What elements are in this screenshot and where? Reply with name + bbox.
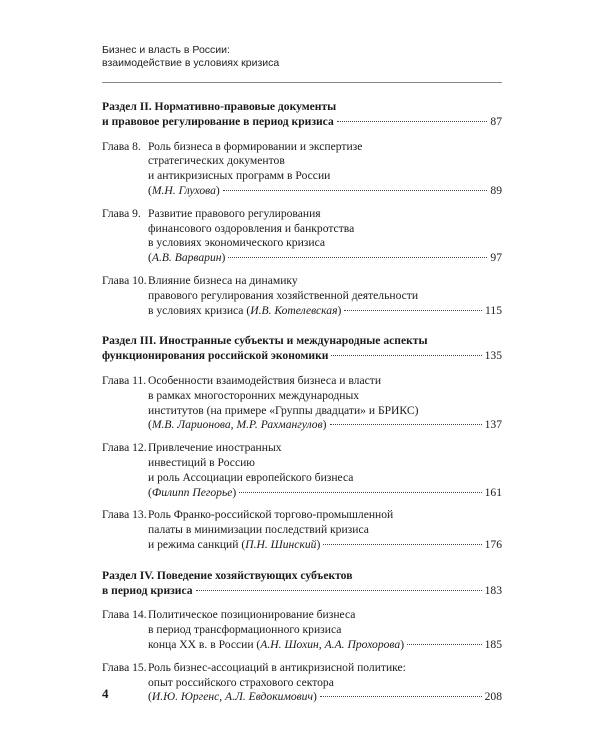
- toc-last-line: [148, 638, 502, 653]
- dot-leader: [330, 424, 482, 425]
- page-ref: 185: [484, 637, 502, 651]
- entry-text-suffix: ): [232, 485, 237, 499]
- chapter-title-line: правового регулирования хозяйственной деятельности: [148, 288, 419, 302]
- author-name: М.Н. Глухова: [151, 183, 216, 197]
- toc-section: [102, 100, 502, 318]
- dot-leader: [331, 355, 481, 356]
- entry-text-prefix: в условиях кризиса (: [148, 303, 251, 317]
- entry-text-prefix: конца XX в. в России (: [148, 637, 261, 651]
- chapter-body: [148, 661, 502, 705]
- entry-text: [148, 538, 320, 553]
- section-title: [102, 334, 502, 364]
- page-number: 4: [102, 686, 109, 701]
- dot-leader: [407, 644, 482, 645]
- toc-last-line: [148, 184, 502, 199]
- entry-text-prefix: (: [148, 690, 152, 704]
- entry-text: функционирования российской экономики: [102, 349, 329, 363]
- chapter-body: [148, 274, 502, 318]
- chapter-title-line: Политическое позиционирование бизнеса: [148, 608, 356, 622]
- entry-text: [148, 418, 327, 433]
- chapter-number: Глава 8.: [102, 139, 141, 153]
- entry-text: [148, 304, 341, 319]
- dot-leader: [323, 544, 481, 545]
- entry-text-suffix: ): [316, 537, 321, 551]
- section-title-line: Раздел II. Нормативно-правовые документы: [102, 100, 337, 113]
- running-head: [102, 44, 279, 70]
- page-ref: 97: [490, 251, 502, 265]
- toc-last-line: [148, 690, 502, 705]
- chapter-title-line: инвестиций в Россию: [148, 455, 255, 469]
- author-name: Филипп Пегорье: [151, 485, 233, 499]
- chapter-title-line: и антикризисных программ в России: [148, 169, 331, 183]
- toc-last-line: [148, 304, 502, 319]
- dot-leader: [223, 190, 488, 191]
- chapter-number: Глава 9.: [102, 206, 141, 220]
- dot-leader: [344, 310, 482, 311]
- chapter-number: Глава 13.: [102, 508, 147, 522]
- author-name: М.В. Ларионова, М.Р. Рахмангулов: [151, 418, 323, 432]
- chapter-title-line: в период трансформационного кризиса: [148, 623, 342, 637]
- entry-text-suffix: ): [337, 303, 342, 317]
- chapter-body: [148, 374, 502, 433]
- toc-last-line: [148, 538, 502, 553]
- page-ref: 135: [484, 349, 502, 363]
- toc-section: [102, 569, 502, 705]
- chapter-entry: [102, 274, 502, 318]
- entry-text-prefix: (: [148, 251, 152, 265]
- chapter-title-line: палаты в минимизации последствий кризиса: [148, 523, 369, 537]
- page-ref: 89: [490, 183, 502, 197]
- chapter-title-line: Роль бизнес-ассоциаций в антикризисной политике:: [148, 660, 406, 674]
- chapter-title-line: Особенности взаимодействия бизнеса и власти: [148, 373, 382, 387]
- chapter-entry: [102, 140, 502, 199]
- header-rule: [102, 82, 502, 83]
- toc-section: [102, 334, 502, 552]
- chapter-entry: [102, 661, 502, 705]
- chapter-body: [148, 508, 502, 552]
- entry-text: [148, 251, 225, 266]
- entry-text-suffix: ): [313, 690, 317, 704]
- entry-text-suffix: ): [322, 418, 327, 432]
- toc-last-line: [102, 349, 502, 364]
- chapter-number: Глава 10.: [102, 273, 147, 287]
- author-name: П.Н. Шинский: [245, 537, 317, 551]
- author-name: А.Н. Шохин, А.А. Прохорова: [260, 637, 401, 651]
- chapter-entry: [102, 508, 502, 552]
- chapter-title-line: финансового оздоровления и банкротства: [148, 221, 355, 235]
- dot-leader: [320, 696, 482, 697]
- entry-text-prefix: (: [148, 183, 152, 197]
- dot-leader: [196, 590, 482, 591]
- chapter-title-line: в условиях экономического кризиса: [148, 236, 326, 250]
- entry-text: [148, 638, 404, 653]
- chapter-title-line: Влияние бизнеса на динамику: [148, 273, 298, 287]
- page-ref: 161: [484, 485, 502, 499]
- entry-text: и правовое регулирование в период кризиса: [102, 114, 334, 128]
- page-ref: 176: [484, 537, 502, 551]
- chapter-title-line: Привлечение иностранных: [148, 441, 282, 455]
- running-head-line: взаимодействие в условиях кризиса: [102, 57, 280, 69]
- section-title: [102, 569, 502, 599]
- chapter-body: [148, 441, 502, 500]
- chapter-title-line: Роль бизнеса в формировании и экспертизе: [148, 139, 363, 153]
- table-of-contents: [102, 100, 502, 721]
- chapter-number: Глава 14.: [102, 608, 147, 622]
- chapter-entry: [102, 207, 502, 266]
- chapter-title-line: Роль Франко-российской торгово-промышленной: [148, 508, 394, 522]
- page-ref: 183: [484, 583, 502, 597]
- entry-text-suffix: ): [221, 251, 226, 265]
- entry-text: [148, 690, 317, 705]
- section-title-line: Раздел III. Иностранные субъекты и международные аспекты: [102, 334, 428, 348]
- chapter-entry: [102, 374, 502, 433]
- chapter-title-line: и роль Ассоциации европейского бизнеса: [148, 470, 354, 484]
- entry-text-suffix: ): [400, 637, 405, 651]
- chapter-entry: [102, 608, 502, 652]
- page-ref: 87: [490, 114, 502, 128]
- chapter-number: Глава 15.: [102, 660, 147, 674]
- chapter-body: [148, 140, 502, 199]
- chapter-title-line: опыт российского страхового сектора: [148, 675, 334, 689]
- toc-last-line: [148, 418, 502, 433]
- toc-last-line: [148, 251, 502, 266]
- dot-leader: [337, 121, 488, 122]
- dot-leader: [239, 492, 481, 493]
- chapter-number: Глава 11.: [102, 373, 147, 387]
- entry-text: [148, 486, 236, 501]
- entry-text-prefix: (: [148, 485, 152, 499]
- toc-last-line: [148, 486, 502, 501]
- entry-text: в период кризиса: [102, 583, 193, 597]
- section-title: [102, 100, 502, 130]
- section-title-line: Раздел IV. Поведение хозяйствующих субъектов: [102, 568, 353, 582]
- author-name: И.Ю. Юргенс, А.Л. Евдокимович: [151, 690, 313, 704]
- entry-text-prefix: и режима санкций (: [148, 537, 246, 551]
- chapter-title-line: стратегических документов: [148, 154, 285, 168]
- entry-text-prefix: (: [148, 418, 152, 432]
- toc-last-line: [102, 584, 502, 599]
- entry-text-suffix: ): [215, 183, 220, 197]
- entry-text: [148, 184, 220, 199]
- chapter-title-line: в рамках многосторонних международных: [148, 388, 360, 402]
- chapter-body: [148, 608, 502, 652]
- author-name: А.В. Варварин: [151, 251, 222, 265]
- chapter-number: Глава 12.: [102, 441, 147, 455]
- chapter-title-line: институтов (на примере «Группы двадцати» и БРИКС): [148, 403, 419, 417]
- page-ref: 115: [485, 303, 502, 317]
- dot-leader: [228, 257, 487, 258]
- chapter-title-line: Развитие правового регулирования: [148, 206, 321, 220]
- author-name: И.В. Котелевская: [250, 303, 338, 317]
- toc-last-line: [102, 115, 502, 130]
- page-ref: 208: [484, 690, 502, 704]
- page-ref: 137: [484, 418, 502, 432]
- chapter-entry: [102, 441, 502, 500]
- running-head-line: Бизнес и власть в России:: [102, 44, 230, 56]
- chapter-body: [148, 207, 502, 266]
